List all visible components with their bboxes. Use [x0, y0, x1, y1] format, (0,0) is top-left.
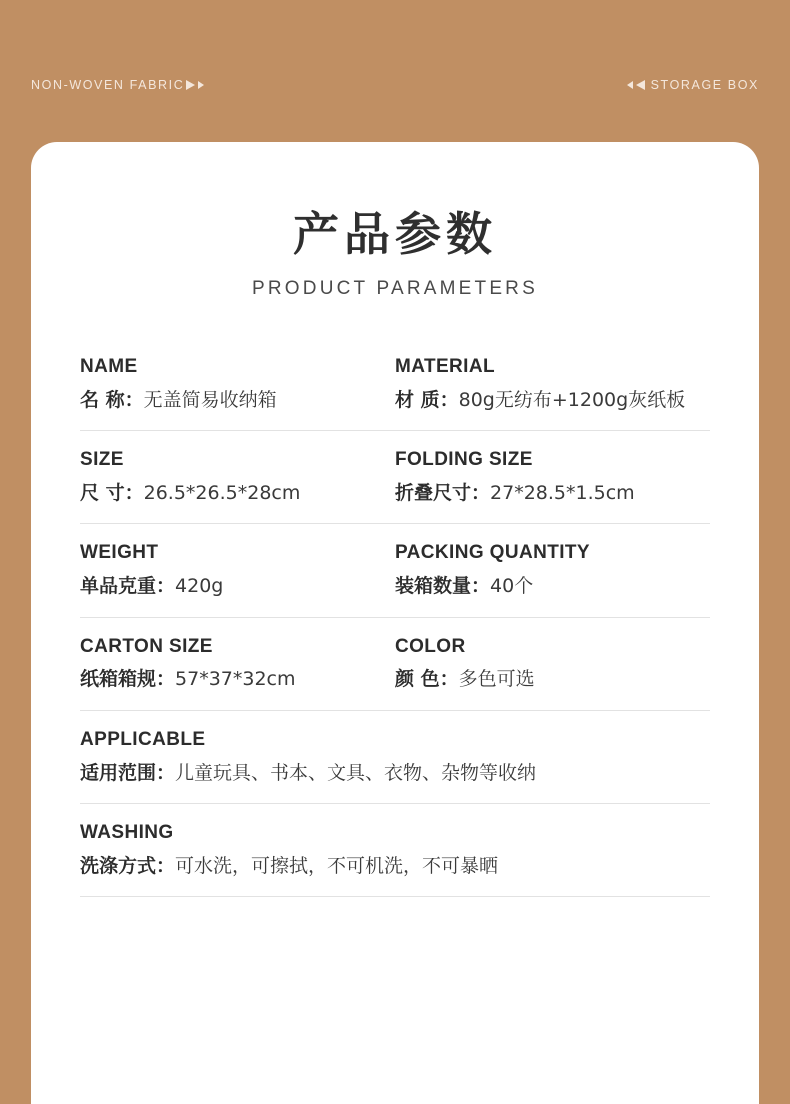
header-left-arrows	[186, 80, 204, 90]
spec-label: MATERIAL	[395, 356, 495, 377]
parameters-card	[31, 142, 759, 1104]
spec-value	[395, 387, 702, 414]
table-row	[80, 618, 710, 711]
spec-key: 洗涤方式：	[80, 854, 176, 877]
page-header	[0, 0, 790, 142]
spec-key: 颜 色：	[395, 668, 459, 691]
page-subtitle: PRODUCT PARAMETERS	[252, 278, 538, 299]
spec-text: 80g无纺布+1200g灰纸板	[458, 388, 686, 411]
spec-cell-applicable	[80, 727, 710, 786]
spec-cell-washing	[80, 820, 710, 879]
spec-label: COLOR	[395, 635, 466, 657]
spec-key: 适用范围：	[80, 761, 176, 784]
spec-label: CARTON SIZE	[80, 635, 213, 657]
spec-key: 装箱数量：	[395, 575, 491, 598]
spec-label: SIZE	[80, 449, 124, 471]
spec-table	[80, 338, 710, 897]
spec-label: FOLDING SIZE	[395, 449, 533, 471]
spec-key: 折叠尺寸：	[395, 481, 491, 504]
table-row	[80, 338, 710, 431]
spec-value	[395, 666, 702, 693]
spec-value	[395, 573, 702, 600]
header-left-label: NON-WOVEN FABRIC	[31, 78, 185, 92]
table-row	[80, 804, 710, 897]
spec-text: 420g	[175, 575, 224, 598]
header-right-label: STORAGE BOX	[650, 78, 759, 92]
spec-text: 无盖简易收纳箱	[143, 388, 277, 411]
spec-text: 可水洗，可擦拭，不可机洗，不可暴晒	[175, 854, 499, 877]
spec-key: 单品克重：	[80, 575, 176, 598]
spec-label: NAME	[80, 356, 138, 377]
arrow-right-small-icon	[198, 81, 204, 89]
spec-key: 尺 寸：	[80, 481, 144, 504]
spec-cell-size	[80, 447, 395, 506]
spec-text: 26.5*26.5*28cm	[143, 481, 301, 504]
spec-label: APPLICABLE	[80, 728, 206, 750]
spec-label: WEIGHT	[80, 542, 159, 564]
spec-cell-weight	[80, 540, 395, 599]
spec-cell-carton-size	[80, 634, 395, 693]
spec-value	[80, 760, 702, 787]
spec-cell-material	[395, 354, 710, 413]
spec-value	[80, 480, 387, 507]
spec-text: 57*37*32cm	[175, 668, 296, 691]
spec-label: WASHING	[80, 822, 174, 844]
spec-text: 40个	[490, 575, 534, 598]
spec-cell-name	[80, 354, 395, 413]
table-row	[80, 524, 710, 617]
spec-value	[395, 480, 702, 507]
spec-cell-packing-quantity	[395, 540, 710, 599]
header-right-arrows	[627, 80, 645, 90]
spec-value	[80, 573, 387, 600]
table-row	[80, 431, 710, 524]
arrow-left-icon	[636, 80, 645, 90]
spec-text: 多色可选	[458, 668, 535, 691]
spec-key: 名 称：	[80, 388, 144, 411]
spec-value	[80, 853, 702, 880]
spec-key: 纸箱箱规：	[80, 668, 176, 691]
spec-cell-folding-size	[395, 447, 710, 506]
spec-text: 27*28.5*1.5cm	[490, 481, 635, 504]
page-title: 产品参数	[293, 207, 497, 261]
spec-text: 儿童玩具、书本、文具、衣物、杂物等收纳	[175, 761, 537, 784]
table-row	[80, 711, 710, 804]
arrow-left-small-icon	[627, 81, 633, 89]
arrow-right-icon	[186, 80, 195, 90]
spec-value	[80, 666, 387, 693]
spec-cell-color	[395, 634, 710, 693]
spec-key: 材 质：	[395, 388, 459, 411]
spec-label: PACKING QUANTITY	[395, 542, 590, 564]
spec-value	[80, 387, 387, 414]
